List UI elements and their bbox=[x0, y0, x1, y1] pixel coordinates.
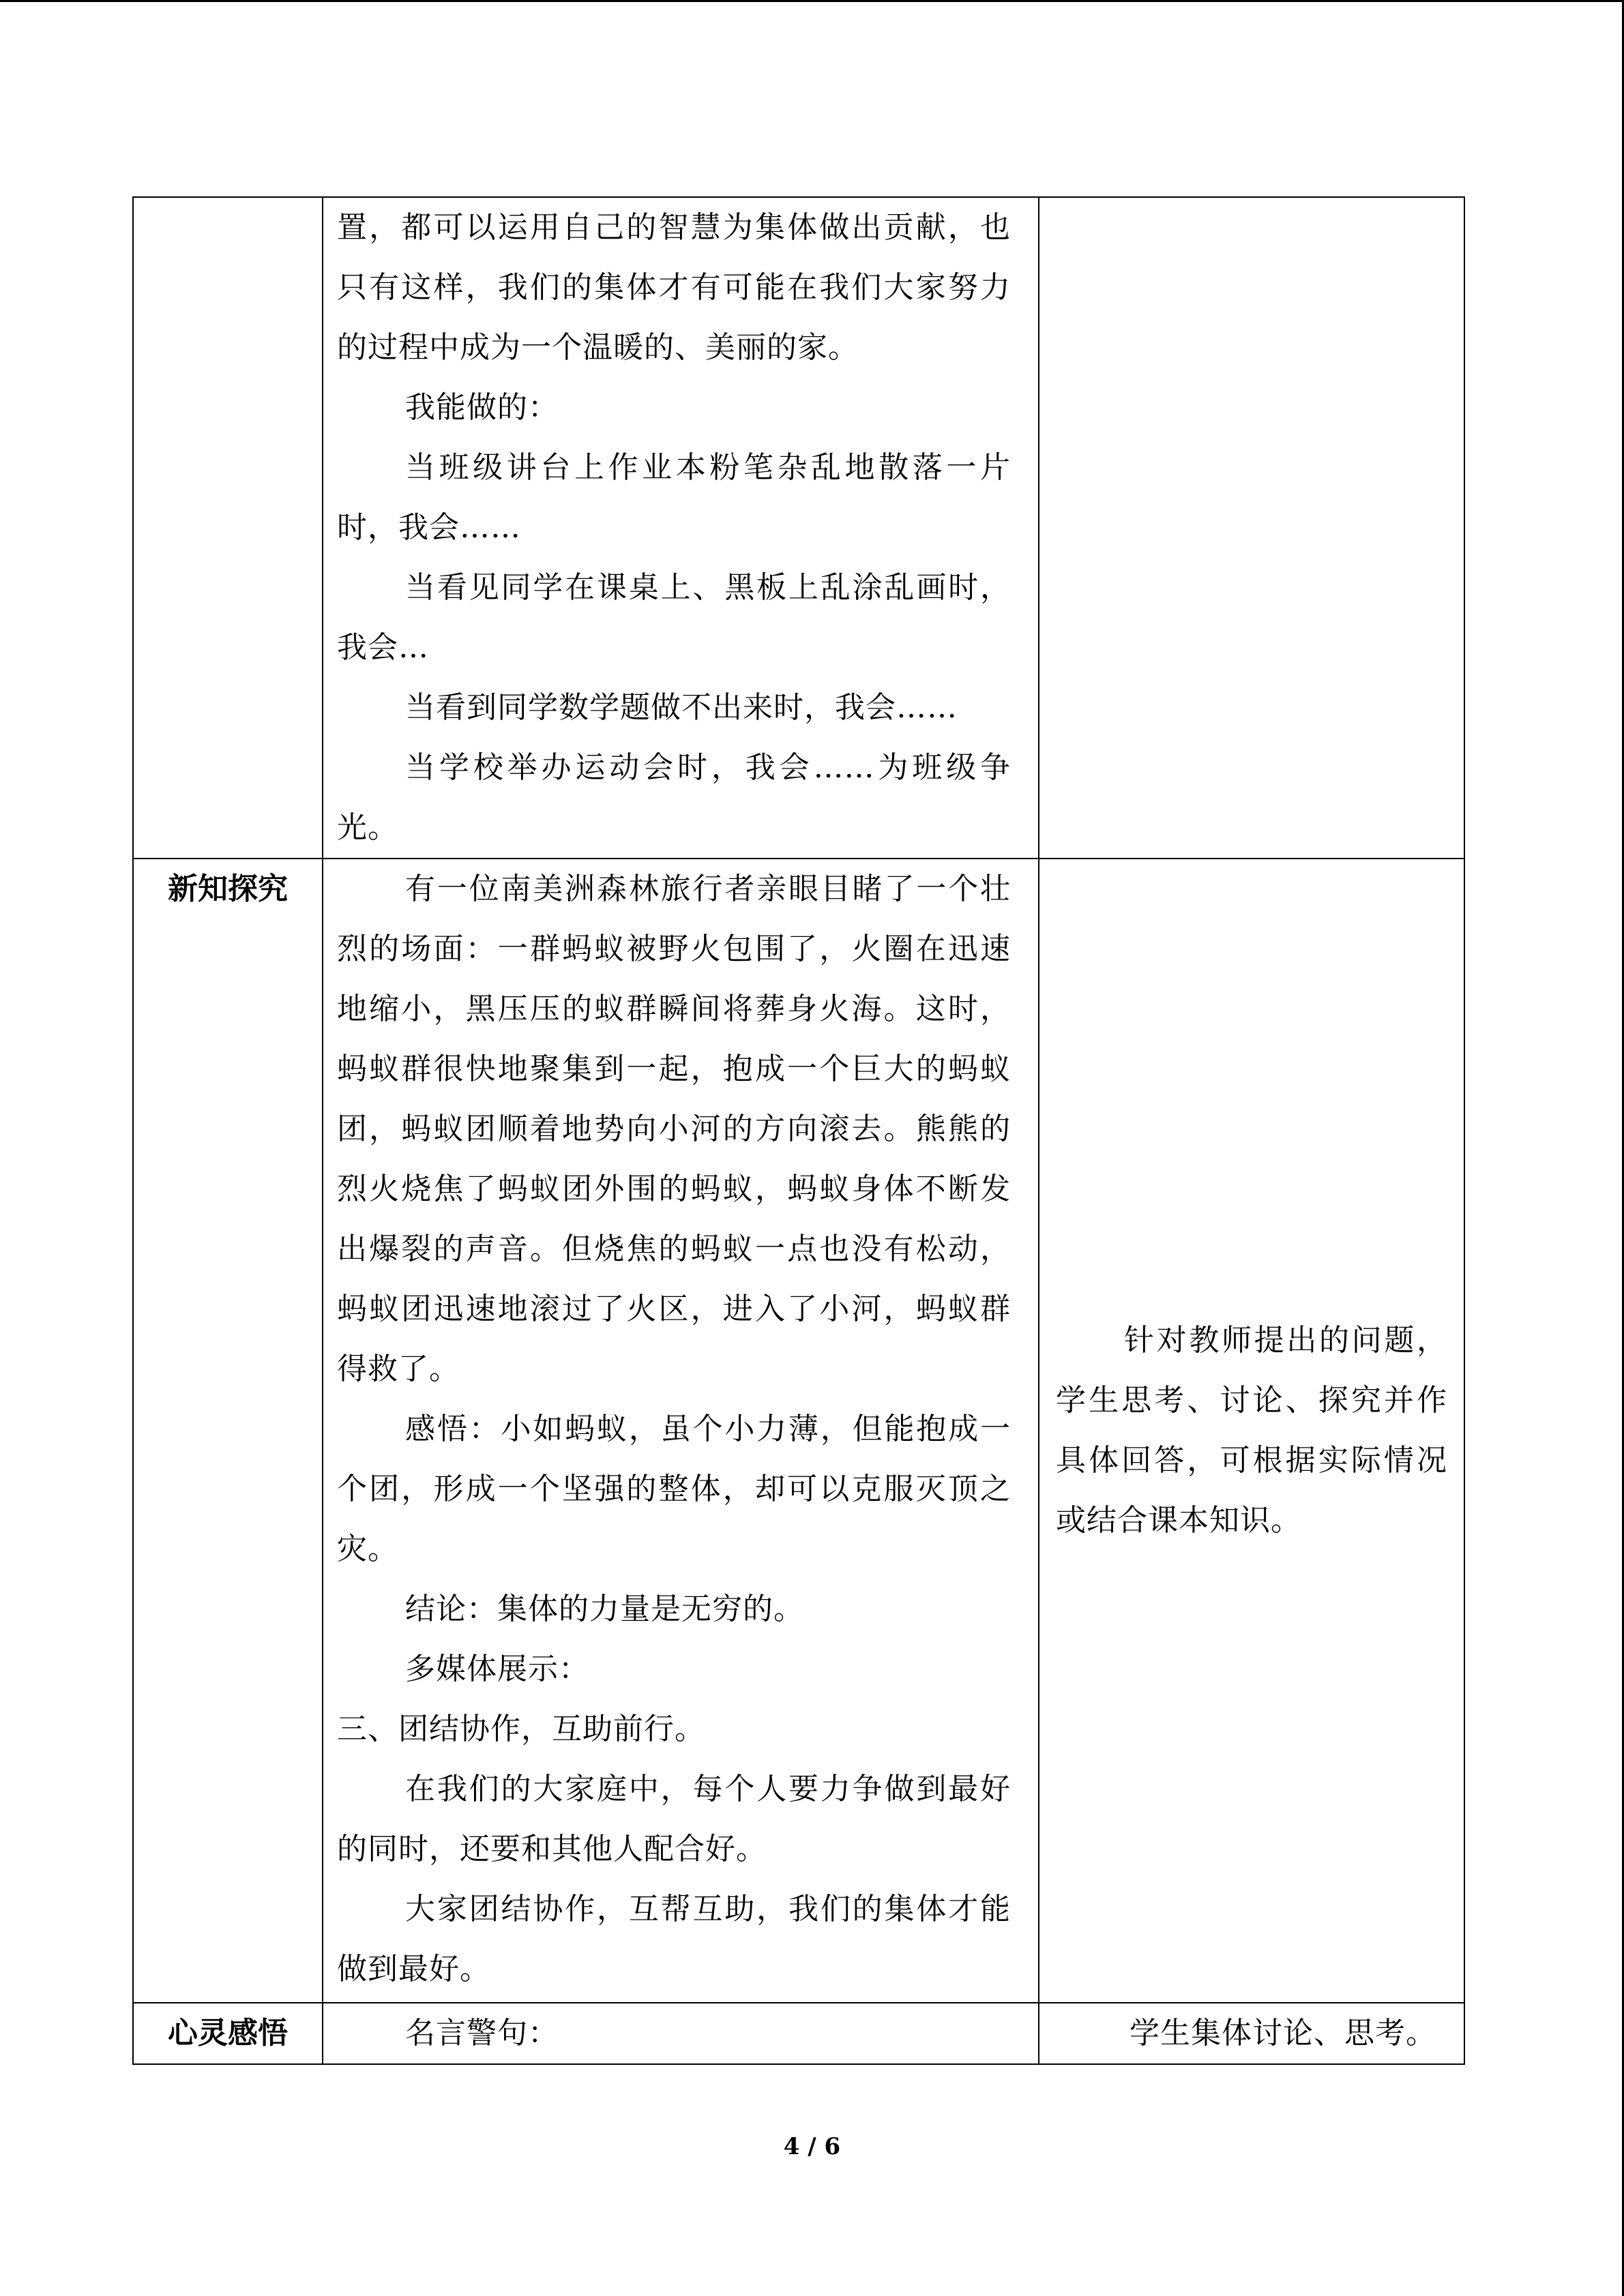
paragraph: 多媒体展示： bbox=[405, 1652, 589, 1686]
paragraph: 置，都可以运用自己的智慧为集体做出贡献，也只有这样，我们的集体才有可能在我们大家努力的过程中成为一个温暖的、美丽的家。 bbox=[337, 210, 1011, 365]
table-row-new-knowledge bbox=[133, 859, 1464, 2003]
table-row-continued bbox=[133, 197, 1464, 859]
note-text: 学生集体讨论、思考。 bbox=[1130, 2016, 1436, 2051]
paragraph: 当学校举办运动会时，我会……为班级争光。 bbox=[337, 750, 1011, 845]
paragraph: 在我们的大家庭中，每个人要力争做到最好的同时，还要和其他人配合好。 bbox=[337, 1772, 1011, 1866]
paragraph: 当班级讲台上作业本粉笔杂乱地散落一片时，我会…… bbox=[337, 450, 1011, 545]
page-number: 4 / 6 bbox=[783, 2133, 841, 2160]
paragraph: 感悟：小如蚂蚁，虽个小力薄，但能抱成一个团，形成一个坚强的整体，却可以克服灭顶之灾。 bbox=[337, 1412, 1011, 1566]
note-cell-new-knowledge bbox=[1039, 859, 1464, 2003]
paragraph: 有一位南美洲森林旅行者亲眼目睹了一个壮烈的场面：一群蚂蚁被野火包围了，火圈在迅速地缩小，黑压压的蚁群瞬间将葬身火海。这时，蚂蚁群很快地聚集到一起，抱成一个巨大的蚂蚁团，蚂蚁团顺着地势向小河的方向滚去。熊熊的烈火烧焦了蚂蚁团外围的蚂蚁，蚂蚁身体不断发出爆裂的声音。但烧焦的蚂蚁一点也没有松动，蚂蚁团迅速地滚过了火区，进入了小河，蚂蚁群得救了。 bbox=[337, 871, 1011, 1386]
row-label-empty bbox=[133, 197, 323, 859]
lesson-plan-table bbox=[132, 196, 1465, 2065]
table-row-reflection bbox=[133, 2003, 1464, 2064]
paragraph: 当看见同学在课桌上、黑板上乱涂乱画时，我会… bbox=[337, 570, 1011, 665]
note-cell-empty bbox=[1039, 197, 1464, 859]
row-label-new-knowledge: 新知探究 bbox=[133, 859, 323, 2003]
paragraph: 我能做的： bbox=[405, 390, 559, 425]
paragraph: 当看到同学数学题做不出来时，我会…… bbox=[405, 690, 958, 725]
content-cell-new-knowledge bbox=[323, 859, 1039, 2003]
paragraph: 名言警句： bbox=[405, 2016, 559, 2051]
content-cell-continued bbox=[323, 197, 1039, 859]
note-text: 针对教师提出的问题，学生思考、讨论、探究并作具体回答，可根据实际情况或结合课本知识。 bbox=[1056, 1323, 1447, 1538]
paragraph: 结论：集体的力量是无穷的。 bbox=[405, 1592, 804, 1626]
note-cell-reflection bbox=[1039, 2003, 1464, 2064]
page-border-top bbox=[0, 0, 1624, 2]
content-cell-reflection bbox=[323, 2003, 1039, 2064]
section-heading: 三、团结协作，互助前行。 bbox=[337, 1712, 705, 1746]
row-label-reflection: 心灵感悟 bbox=[133, 2003, 323, 2064]
paragraph: 大家团结协作，互帮互助，我们的集体才能做到最好。 bbox=[337, 1892, 1011, 1986]
